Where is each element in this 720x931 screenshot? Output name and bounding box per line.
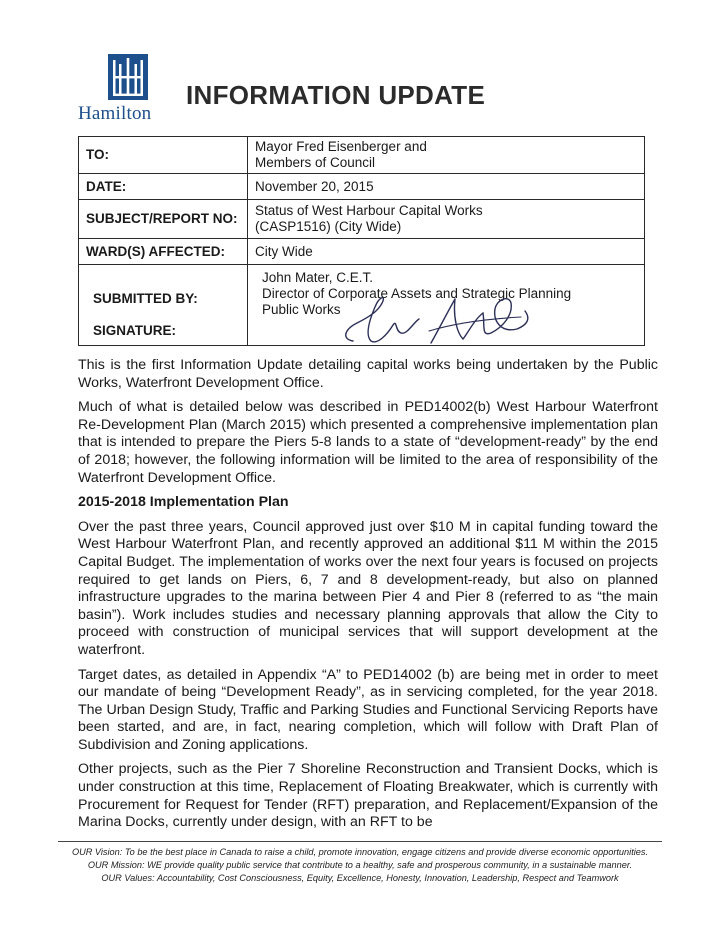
signature-label: SIGNATURE: — [93, 323, 176, 338]
subject-value — [248, 200, 645, 239]
footer-values: OUR Values: Accountability, Cost Consciousness, Equity, Excellence, Honesty, Innovation, Leadership, Respect and Teamwork — [101, 873, 619, 883]
footer-vision: OUR Vision: To be the best place in Canada to raise a child, promote innovation, engage citizens and provide diverse economic opportunities. — [71, 847, 649, 857]
document-body — [78, 357, 658, 839]
intro-paragraph: This is the first Information Update detailing capital works being undertaken by the Public Works, Waterfront Development Office. — [78, 357, 658, 391]
city-name: Hamilton — [78, 103, 152, 124]
submitted-row — [79, 265, 645, 346]
submitted-by-label: SUBMITTED BY: — [93, 291, 198, 306]
page-title: INFORMATION UPDATE — [186, 80, 486, 110]
to-line-1: Mayor Fred Eisenberger and — [255, 139, 427, 154]
target-dates-paragraph: Target dates, as detailed in Appendix “A” to PED14002 (b) are being met in order to meet our mandate of being “Development Ready”, as in servicing completed, for the year 2018. The Urban Design Study, Traffic and Parking Studies and Functional Servicing Reports have been started, and are, in fact, nearing completion, which will follow with Draft Plan of Subdivision and Zoning applications. — [78, 666, 658, 753]
subject-line-2: (CASP1516) (City Wide) — [255, 219, 402, 234]
hamilton-crest-icon — [108, 54, 148, 100]
footer — [44, 846, 676, 885]
other-projects-paragraph: Other projects, such as the Pier 7 Shoreline Reconstruction and Transient Docks, which is under construction at this time, Replacement of Floating Breakwater, which is currently with Procurement for Request for Tender (RFT) preparation, and Replacement/Expansion of the Marina Docks, currently under design, with an RFT to be — [78, 761, 658, 831]
submitted-signature-labels — [79, 265, 248, 346]
report-header-table — [78, 136, 645, 346]
subject-label: SUBJECT/REPORT NO: — [79, 200, 248, 239]
to-value — [248, 137, 645, 174]
wards-row — [79, 239, 645, 265]
date-value: November 20, 2015 — [248, 174, 645, 200]
subject-line-1: Status of West Harbour Capital Works — [255, 203, 483, 218]
footer-mission: OUR Mission: WE provide quality public service that contribute to a healthy, safe and prosperous community, in a sustainable manner. — [87, 860, 633, 870]
date-row — [79, 174, 645, 200]
submitter-title: Director of Corporate Assets and Strategic Planning — [262, 286, 572, 301]
subject-row — [79, 200, 645, 239]
to-row — [79, 137, 645, 174]
handwritten-signature — [335, 289, 535, 351]
wards-value: City Wide — [248, 239, 645, 265]
section-heading: 2015-2018 Implementation Plan — [78, 494, 289, 511]
background-paragraph: Much of what is detailed below was described in PED14002(b) West Harbour Waterfront Re-Development Plan (March 2015) which presented a comprehensive implementation plan that is intended to prepare the Piers 5-8 lands to a state of “development-ready” by the end of 2018; however, the following information will be limited to the area of responsibility of the Waterfront Development Office. — [78, 399, 658, 486]
footer-divider — [58, 841, 662, 842]
wards-label: WARD(S) AFFECTED: — [79, 239, 248, 265]
submitter-name: John Mater, C.E.T. — [262, 270, 374, 285]
submitter-cell — [248, 265, 645, 346]
date-label: DATE: — [79, 174, 248, 200]
to-line-2: Members of Council — [255, 155, 376, 170]
submitter-department: Public Works — [262, 302, 341, 317]
funding-paragraph: Over the past three years, Council approved just over $10 M in capital funding toward the West Harbour Waterfront Plan, and recently approved an additional $11 M within the 2015 Capital Budget. The implementation of works over the next four years is focused on projects required to get lands on Piers, 6, 7 and 8 development-ready, but also on planned infrastructure upgrades to the marina between Pier 4 and Pier 8 (referred to as “the main basin”). Work includes studies and necessary planning approvals that allow the City to proceed with construction of municipal services that will support development at the waterfront. — [78, 518, 658, 658]
to-label: TO: — [79, 137, 248, 174]
